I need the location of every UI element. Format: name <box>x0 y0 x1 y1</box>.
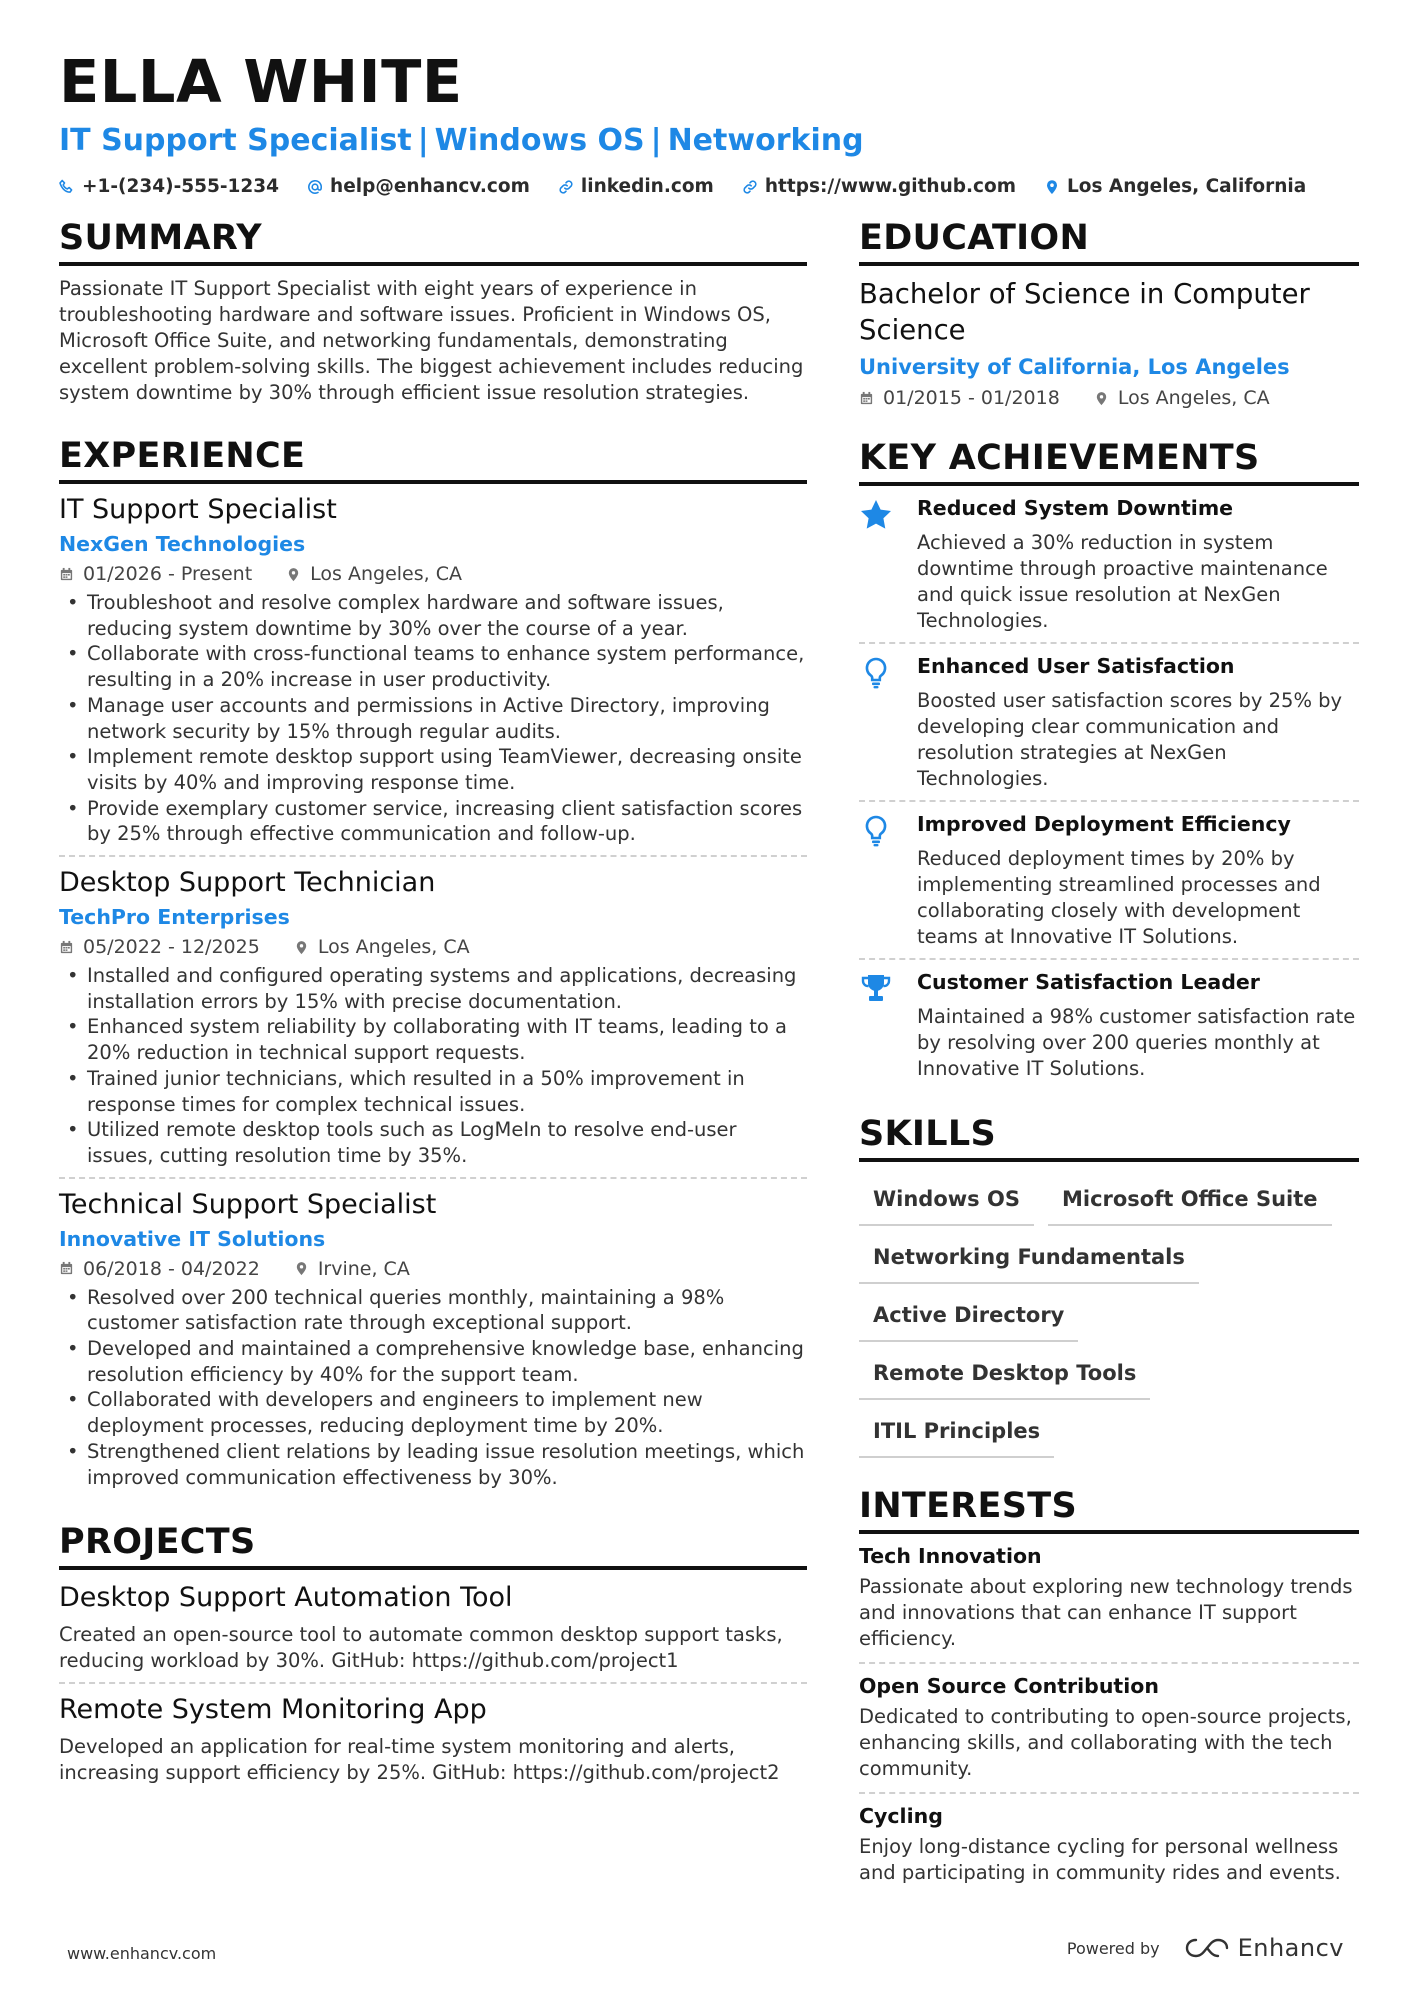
interests-heading: INTERESTS <box>859 1484 1359 1534</box>
job-bullet: • Enhanced system reliability by collaborating with IT teams, leading to a 20% reduction in technical support requests. <box>59 1014 807 1065</box>
job-bullets <box>59 1285 807 1491</box>
skill-tag: Microsoft Office Suite <box>1048 1176 1332 1226</box>
calendar-icon <box>59 940 74 955</box>
achievement-description: Boosted user satisfaction scores by 25% by developing clear communication and resolution strategies at NexGen Technologies. <box>917 689 1343 790</box>
achievement-description: Achieved a 30% reduction in system downtime through proactive maintenance and quick issue resolution at NexGen Technologies. <box>917 531 1328 632</box>
education-dates <box>859 384 1060 412</box>
achievement-entry <box>859 960 1359 1090</box>
job-bullet: • Manage user accounts and permissions in Active Directory, improving network security by 15% through regular audits. <box>59 693 807 744</box>
job-bullet: • Collaborated with developers and engineers to implement new deployment processes, reducing deployment time by 20%. <box>59 1387 807 1438</box>
job-dates <box>59 1255 260 1283</box>
job-company: TechPro Enterprises <box>59 905 290 930</box>
right-column <box>859 216 1359 1896</box>
project-entry <box>59 1692 807 1794</box>
job-company: Innovative IT Solutions <box>59 1226 326 1251</box>
job-location-text: Los Angeles, CA <box>317 936 470 959</box>
job-meta <box>59 560 807 588</box>
job-role: Technical Support Specialist <box>59 1188 437 1220</box>
powered-by-text: Powered by <box>1066 1938 1160 1958</box>
job-bullet: • Resolved over 200 technical queries monthly, maintaining a 98% customer satisfaction rate through exceptional support. <box>59 1285 807 1336</box>
education-school: University of California, Los Angeles <box>859 355 1290 379</box>
project-description: Developed an application for real-time system monitoring and alerts, increasing support efficiency by 25%. GitHub: https://github.com/project2 <box>59 1735 780 1785</box>
contact-linkedin[interactable] <box>558 174 714 200</box>
job-bullet: • Troubleshoot and resolve complex hardware and software issues, reducing system downtime by 30% over the course of a year. <box>59 590 807 641</box>
job-meta <box>59 1255 807 1283</box>
skills-heading: SKILLS <box>859 1112 1359 1162</box>
education-degree: Bachelor of Science in Computer Science <box>859 278 1310 346</box>
contact-bar <box>59 174 1359 200</box>
map-pin-icon <box>286 567 301 582</box>
star-icon <box>859 494 897 634</box>
interest-title: Cycling <box>859 1804 943 1828</box>
achievement-entry <box>859 644 1359 802</box>
link-icon <box>742 179 758 195</box>
job-dates-text: 01/2026 - Present <box>83 563 253 585</box>
skills-list <box>859 1176 1359 1458</box>
contact-location <box>1044 174 1306 200</box>
achievement-body <box>917 494 1359 634</box>
contact-email[interactable] <box>307 174 530 200</box>
headline <box>59 122 1359 160</box>
lightbulb-icon <box>859 652 897 792</box>
achievement-title: Enhanced User Satisfaction <box>917 654 1235 678</box>
job-dates-text: 06/2018 - 04/2022 <box>83 1257 260 1280</box>
achievement-body <box>917 968 1359 1082</box>
map-pin-icon <box>294 1261 309 1276</box>
candidate-name: ELLA WHITE <box>59 47 463 116</box>
interest-title: Open Source Contribution <box>859 1674 1159 1698</box>
job-bullet: • Strengthened client relations by leading issue resolution meetings, which improved communication effectiveness by 30%. <box>59 1439 807 1490</box>
project-title: Desktop Support Automation Tool <box>59 1582 513 1614</box>
headline-part: Windows OS <box>434 123 645 158</box>
project-description: Created an open-source tool to automate common desktop support tasks, reducing workload by 30%. GitHub: https://github.com/project1 <box>59 1623 783 1673</box>
job-role: IT Support Specialist <box>59 494 337 525</box>
job-location <box>294 933 470 961</box>
headline-separator: | <box>650 123 662 158</box>
map-pin-icon <box>294 940 309 955</box>
left-column <box>59 216 807 1794</box>
lightbulb-icon <box>859 810 897 950</box>
contact-github[interactable] <box>742 174 1016 200</box>
brand-name: Enhancv <box>1237 1934 1344 1962</box>
interest-title: Tech Innovation <box>859 1544 1042 1568</box>
header <box>59 48 1359 200</box>
education-meta <box>859 384 1359 412</box>
phone-icon <box>59 179 75 195</box>
job-location <box>294 1255 410 1283</box>
skill-tag: Windows OS <box>859 1176 1034 1226</box>
job-company: NexGen Technologies <box>59 532 306 556</box>
experience-entry <box>59 1187 807 1499</box>
job-dates-text: 05/2022 - 12/2025 <box>83 936 260 959</box>
projects-heading: PROJECTS <box>59 1520 807 1570</box>
enhancv-logo-icon <box>1184 1936 1230 1960</box>
skill-tag: ITIL Principles <box>859 1408 1054 1458</box>
achievement-description: Reduced deployment times by 20% by implementing streamlined processes and collaborating closely with development teams at Innovative IT Solutions. <box>917 847 1321 948</box>
achievements-heading: KEY ACHIEVEMENTS <box>859 436 1359 486</box>
job-dates <box>59 560 252 588</box>
achievement-body <box>917 652 1359 792</box>
contact-phone[interactable] <box>59 174 279 200</box>
skill-tag: Remote Desktop Tools <box>859 1350 1150 1400</box>
calendar-icon <box>59 567 74 582</box>
achievement-body <box>917 810 1359 950</box>
job-bullet: • Implement remote desktop support using TeamViewer, decreasing onsite visits by 40% and improving response time. <box>59 744 807 795</box>
footer-branding <box>1067 1934 1344 1962</box>
calendar-icon <box>59 1261 74 1276</box>
email-text: help@enhancv.com <box>330 176 530 197</box>
job-bullet: • Developed and maintained a comprehensive knowledge base, enhancing resolution efficiency by 40% for the support team. <box>59 1336 807 1387</box>
job-bullet: • Utilized remote desktop tools such as LogMeIn to resolve end-user issues, cutting resolution time by 35%. <box>59 1117 807 1168</box>
education-location <box>1094 384 1270 412</box>
achievement-title: Customer Satisfaction Leader <box>917 970 1260 994</box>
job-bullet: • Provide exemplary customer service, increasing client satisfaction scores by 25% through effective communication and follow-up. <box>59 796 807 847</box>
job-role: Desktop Support Technician <box>59 867 436 899</box>
job-meta <box>59 933 807 961</box>
project-title: Remote System Monitoring App <box>59 1694 487 1726</box>
interest-description: Passionate about exploring new technology trends and innovations that can enhance IT support efficiency. <box>859 1575 1353 1650</box>
summary-heading: SUMMARY <box>59 216 807 266</box>
achievement-title: Improved Deployment Efficiency <box>917 812 1291 836</box>
interest-entry <box>859 1534 1359 1664</box>
headline-separator: | <box>417 123 429 158</box>
achievement-title: Reduced System Downtime <box>917 496 1234 520</box>
headline-part: IT Support Specialist <box>59 123 412 158</box>
job-location-text: Irvine, CA <box>317 1257 410 1280</box>
location-text: Los Angeles, California <box>1066 176 1307 197</box>
skill-tag: Active Directory <box>859 1292 1078 1342</box>
job-bullet: • Collaborate with cross-functional teams to enhance system performance, resulting in a 20% increase in user productivity. <box>59 641 807 692</box>
job-bullets <box>59 590 807 847</box>
job-dates <box>59 933 260 961</box>
interest-description: Dedicated to contributing to open-source projects, enhancing skills, and collaborating with the tech community. <box>859 1705 1352 1780</box>
map-pin-icon <box>1044 179 1060 195</box>
job-bullets <box>59 963 807 1169</box>
interest-entry <box>859 1794 1359 1896</box>
education-location-text: Los Angeles, CA <box>1117 387 1270 409</box>
experience-entry <box>59 492 807 857</box>
footer-website[interactable]: www.enhancv.com <box>67 1944 217 1963</box>
brand-logo[interactable] <box>1184 1934 1344 1962</box>
calendar-icon <box>859 391 874 406</box>
job-location-text: Los Angeles, CA <box>310 563 462 585</box>
skill-tag: Networking Fundamentals <box>859 1234 1199 1284</box>
github-text: https://www.github.com <box>764 176 1016 197</box>
job-location <box>286 560 462 588</box>
map-pin-icon <box>1094 391 1109 406</box>
link-icon <box>558 179 574 195</box>
summary-text: Passionate IT Support Specialist with eight years of experience in troubleshooting hardware and software issues. Proficient in Windows OS, Microsoft Office Suite, and networking fundamentals, demonstrating excellent problem-solving skills. The biggest achievement includes reducing system downtime by 30% through efficient issue resolution strategies. <box>59 277 804 404</box>
achievement-description: Maintained a 98% customer satisfaction rate by resolving over 200 queries monthly at Innovative IT Solutions. <box>917 1005 1356 1080</box>
project-entry <box>59 1580 807 1684</box>
interest-description: Enjoy long-distance cycling for personal wellness and participating in community rides and events. <box>859 1835 1341 1884</box>
linkedin-text: linkedin.com <box>580 176 714 197</box>
experience-entry <box>59 865 807 1179</box>
achievement-entry <box>859 486 1359 644</box>
achievement-entry <box>859 802 1359 960</box>
education-heading: EDUCATION <box>859 216 1359 266</box>
education-dates-text: 01/2015 - 01/2018 <box>883 387 1060 409</box>
experience-heading: EXPERIENCE <box>59 434 807 484</box>
trophy-icon <box>859 968 897 1082</box>
headline-part: Networking <box>667 123 864 158</box>
job-bullet: • Installed and configured operating systems and applications, decreasing installation errors by 15% with precise documentation. <box>59 963 807 1014</box>
at-sign-icon <box>307 179 323 195</box>
phone-text: +1-(234)-555-1234 <box>82 176 280 197</box>
job-bullet: • Trained junior technicians, which resulted in a 50% improvement in response times for complex technical issues. <box>59 1066 807 1117</box>
interest-entry <box>859 1664 1359 1794</box>
